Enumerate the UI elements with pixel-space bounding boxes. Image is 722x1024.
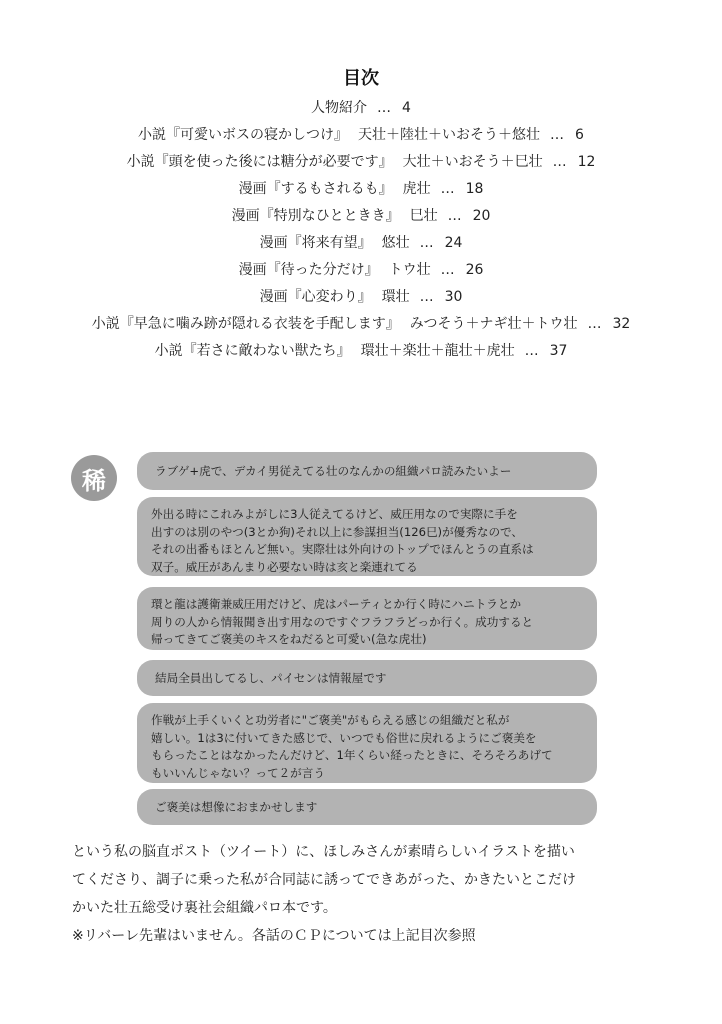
post-bubble: ご褒美は想像におまかせします [137,789,597,825]
toc-entry-pairing: 環壮＋楽壮＋龍壮＋虎壮 [360,343,515,359]
toc-entry-dots: … [447,208,463,224]
afterword [72,838,692,950]
post-bubble: 結局全員出してるし、パイセンは情報屋です [137,660,597,696]
toc-entry [0,233,722,260]
post-bubble: 外出る時にこれみよがしに3人従えてるけど、威圧用なので実際に手を 出すのは別のやつ(3とか狗)それ以上に参謀担当(126巳)が優秀なので、 それの出番もほとんど無い。実際壮は外向けのトップでほんとうの直系は 双子。威圧があんまり必要ない時は亥と楽連れてる [137,497,597,576]
toc-title: 目次 [343,68,379,89]
toc-entry [0,98,722,125]
toc-entry-title: 小説『若さに敵わない獣たち』 [154,343,351,359]
avatar: 稀 [71,455,117,501]
toc-entry-title: 小説『可愛いボスの寝かしつけ』 [138,127,349,143]
toc-entry-pairing: トウ壮 [388,262,431,278]
toc-entry-title: 小説『頭を使った後には糖分が必要です』 [126,154,393,170]
post-bubble: 作戦が上手くいくと功労者に"ご褒美"がもらえる感じの組織だと私が 嬉しい。1は3に付いてきた感じで、いつでも俗世に戻れるようにご褒美を もらったことはなかったんだけど、1年くらい経ったときに、そろそろあげて もいいんじゃない？って２が言う [137,703,597,783]
toc-entry-pairing: みつそう＋ナギ壮＋トウ壮 [409,316,578,332]
toc-entry-page: 30 [444,289,463,305]
post-bubble: ラブゲ+虎で、デカイ男従えてる壮のなんかの組織パロ読みたいよー [137,452,597,490]
toc-entry [0,125,722,152]
table-of-contents [0,98,722,368]
toc-entry-dots: … [440,262,456,278]
toc-entry [0,341,722,368]
toc-entry-page: 6 [575,127,584,143]
toc-entry-title: 漫画『待った分だけ』 [238,262,379,278]
toc-entry-pairing: 悠壮 [381,235,410,251]
toc-entry-dots: … [377,100,393,116]
toc-entry-title: 小説『早急に噛み跡が隠れる衣装を手配します』 [91,316,400,332]
toc-entry-pairing: 虎壮 [402,181,431,197]
afterword-line: かいた壮五総受け裏社会組織パロ本です。 [72,900,337,916]
toc-entry-page: 20 [472,208,491,224]
toc-entry [0,314,722,341]
toc-entry-pairing: 大壮＋いおそう＋巳壮 [402,154,543,170]
toc-entry-dots: … [440,181,456,197]
toc-entry-pairing: 巳壮 [409,208,438,224]
toc-entry-title: 漫画『将来有望』 [259,235,372,251]
toc-entry-page: 18 [465,181,484,197]
toc-entry-page: 37 [549,343,568,359]
toc-entry-page: 24 [444,235,463,251]
toc-entry-pairing: 天壮＋陸壮＋いおそう＋悠壮 [358,127,541,143]
toc-entry [0,152,722,179]
toc-entry-pairing: 環壮 [381,289,410,305]
toc-entry [0,206,722,233]
afterword-line: という私の脳直ポスト（ツイート）に、ほしみさんが素晴らしいイラストを描い [72,844,575,860]
post-bubble: 環と龍は護衛兼威圧用だけど、虎はパーティとか行く時にハニトラとか 周りの人から情報聞き出す用なのですぐフラフラどっか行く。成功すると 帰ってきてご褒美のキスをねだると可愛い(急な虎壮) [137,587,597,650]
afterword-line: ※リバーレ先輩はいません。各話のＣＰについては上記目次参照 [72,928,476,944]
toc-entry [0,260,722,287]
toc-entry-title: 漫画『心変わり』 [259,289,372,305]
toc-entry-page: 26 [465,262,484,278]
toc-entry-dots: … [552,154,568,170]
toc-entry [0,287,722,314]
toc-entry-dots: … [524,343,540,359]
toc-entry-dots: … [419,289,435,305]
toc-entry-dots: … [419,235,435,251]
toc-entry-page: 32 [612,316,631,332]
toc-entry-page: 4 [402,100,411,116]
afterword-line: てくださり、調子に乗った私が合同誌に誘ってできあがった、かきたいとこだけ [72,872,576,888]
toc-entry-title: 漫画『するもされるも』 [238,181,393,197]
toc-entry-dots: … [550,127,566,143]
toc-entry-page: 12 [577,154,596,170]
toc-entry-title: 漫画『特別なひとときき』 [231,208,400,224]
toc-entry-title: 人物紹介 [311,100,368,116]
toc-entry [0,179,722,206]
toc-entry-dots: … [587,316,603,332]
